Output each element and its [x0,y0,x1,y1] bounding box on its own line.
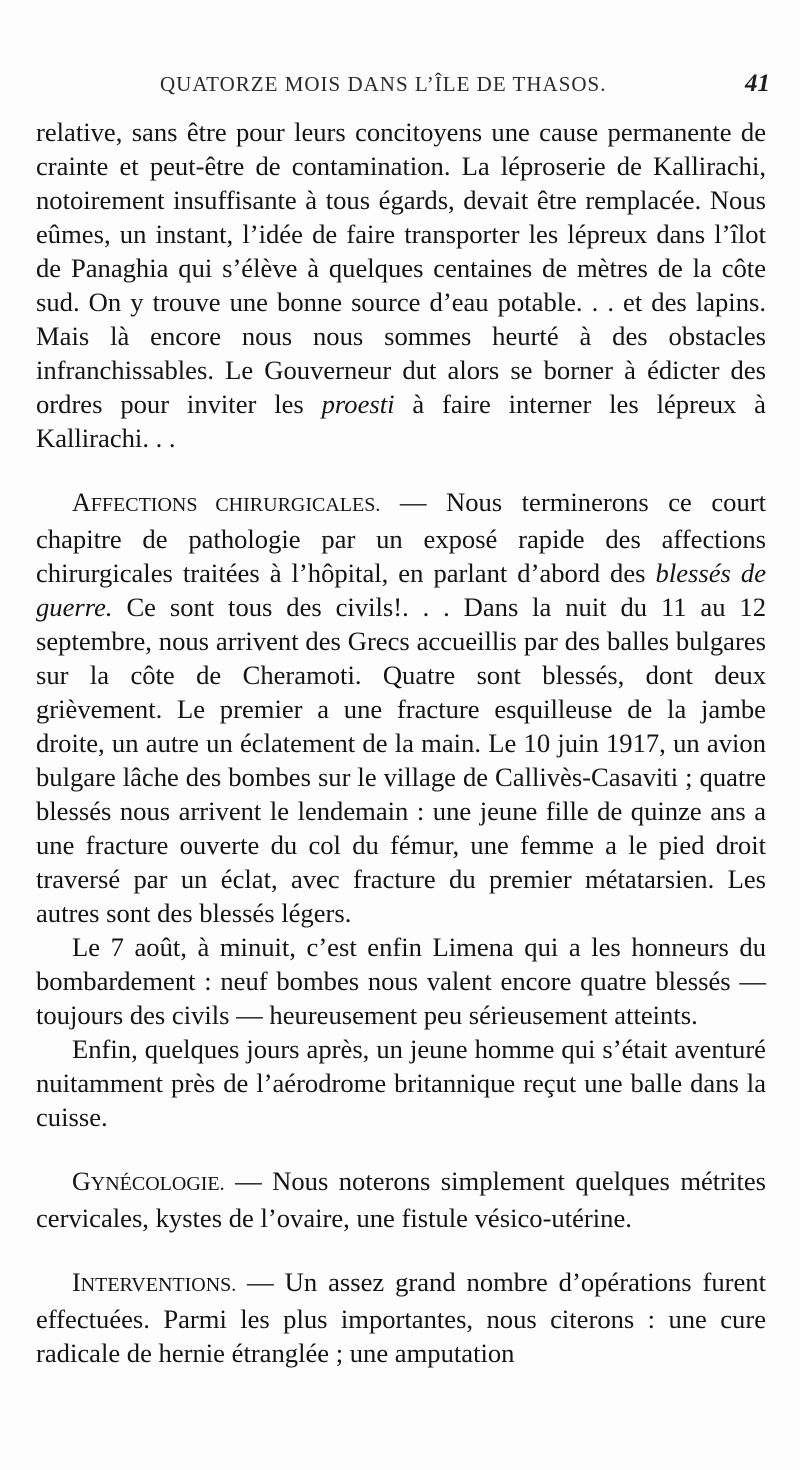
paragraph-gynecology [36,1164,766,1235]
paragraph-text: relative, sans être pour leurs concitoyens une cause permanente de crainte et peut-être de contamination. La léproserie de Kallirachi, notoirement insuffisante à tous égards, devait être remplacée. Nous eûmes, un instant, l’idée de faire transporter les lépreux dans l’îlot de Panaghia qui s’élève à quelques centaines de mètres de la côte sud. On y trouve une bonne source d’eau potable. . . et des lapins. Mais là encore nous nous sommes heurté à des obstacles infranchissables. Le Gouverneur dut alors se borner à édicter des ordres pour inviter les [36,117,766,419]
section-heading-initial: A [72,488,91,517]
section-heading: YNÉCOLOGIE. [90,1173,225,1195]
section-heading: NTERVENTIONS. [80,1274,237,1296]
paragraph-bombardment [36,930,766,1032]
paragraph-young-man [36,1032,766,1134]
paragraph-text: — Nous terminerons ce court chapitre de pathologie par un exposé rapide des affections chirurgicales traitées à l’hôpital, en parlant d’abord des [36,487,766,588]
paragraph-text: Ce sont tous des civils!. . . Dans la nuit du 11 au 12 septembre, nous arrivent des Grecs accueillis par des balles bulgares sur la côte de Cheramoti. Quatre sont blessés, dont deux grièvement. Le premier a une fracture esquilleuse de la jambe droite, un autre un éclatement de la main. Le 10 juin 1917, un avion bulgare lâche des bombes sur le village de Callivès-Casaviti ; quatre blessés nous arrivent le lendemain : une jeune fille de quinze ans a une fracture ouverte du col du fémur, une femme a le pied droit traversé par un éclat, avec fracture du premier métatarsien. Les autres sont des blessés légers. [36,592,766,928]
paragraph-text: — Un assez grand nombre d’opérations furent effectuées. Parmi les plus importantes, nous citerons : une cure radicale de hernie étranglée ; une amputation [36,1267,766,1368]
paragraph-text: — Nous noterons simplement quelques métrites cervicales, kystes de l’ovaire, une fistule vésico-utérine. [36,1166,766,1233]
paragraph-text: à faire interner les lépreux à Kallirachi. . . [36,389,766,453]
section-heading-initial: G [72,1167,91,1196]
paragraph-surgical-affections [36,485,766,930]
section-heading-initial: I [72,1268,81,1297]
running-head [40,70,770,100]
section-heading: FFECTIONS CHIRURGICALES. [90,494,381,516]
running-title: QUATORZE MOIS DANS L’ÎLE DE THASOS. [160,72,607,96]
paragraph-text: Enfin, quelques jours après, un jeune homme qui s’était aventuré nuitamment près de l’aérodrome britannique reçut une balle dans la cuisse. [36,1034,766,1132]
paragraph-text: Le 7 août, à minuit, c’est enfin Limena qui a les honneurs du bombardement : neuf bombes nous valent encore quatre blessés — toujours des civils — heureusement peu sérieusement atteints. [36,932,766,1030]
italic-term: proesti [321,389,395,419]
body-text [36,115,766,1370]
page-number: 41 [745,70,770,97]
italic-term: blessés de guerre. [36,558,767,622]
paragraph-interventions [36,1265,766,1370]
paragraph-leprosy [36,115,766,455]
